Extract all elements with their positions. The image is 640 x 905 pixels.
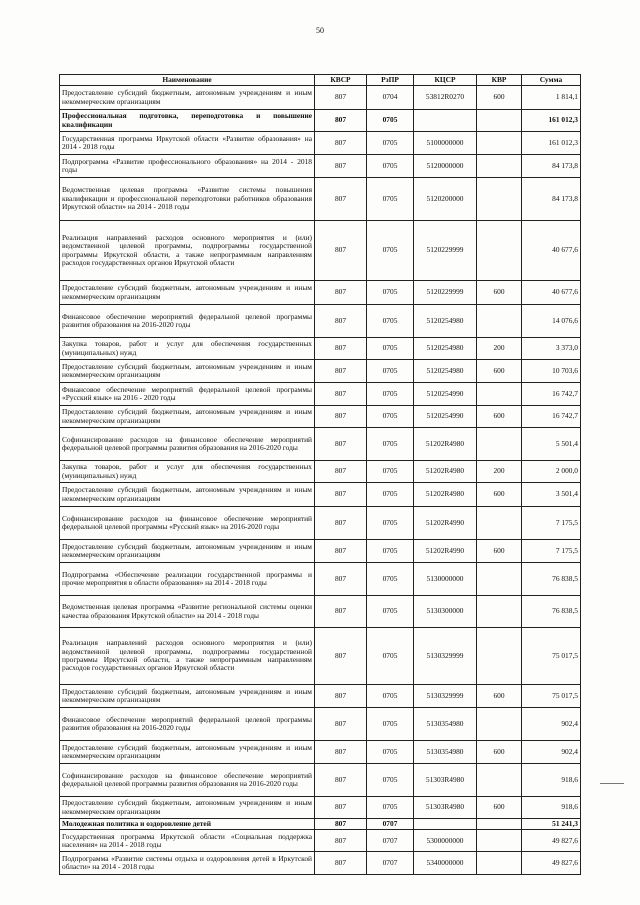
cell-name: Подпрограмма «Развитие системы отдыха и оздоровления детей в Иркутской области» на 2014 - 2018 годы (60, 852, 315, 875)
cell-kvsr: 807 (315, 628, 367, 685)
table-row (60, 86, 581, 110)
cell-kcsr (414, 110, 477, 132)
table-row (60, 830, 581, 852)
cell-sum: 84 173,8 (522, 155, 581, 178)
cell-kcsr: 51202R4980 (414, 483, 477, 507)
cell-kvsr: 807 (315, 708, 367, 741)
cell-kvr: 200 (477, 461, 522, 483)
cell-kvr (477, 708, 522, 741)
cell-sum: 7 175,5 (522, 540, 581, 563)
cell-sum: 161 012,3 (522, 132, 581, 155)
cell-rzpr: 0705 (367, 563, 414, 596)
table-row (60, 596, 581, 628)
cell-kcsr: 5130354980 (414, 708, 477, 741)
cell-rzpr: 0705 (367, 483, 414, 507)
cell-kvr: 600 (477, 406, 522, 428)
cell-kcsr: 51202R4980 (414, 428, 477, 461)
cell-kcsr: 5120000000 (414, 155, 477, 178)
header-rzpr: РзПР (367, 75, 414, 86)
cell-name: Реализация направлений расходов основного мероприятия и (или) ведомственной целевой программы, подпрограммы государственной программы Иркутской области, а также непрограммным направлениям расходов государственных органов Иркутской области (60, 628, 315, 685)
cell-name: Предоставление субсидий бюджетным, автономным учреждениям и иным некоммерческим организациям (60, 741, 315, 764)
cell-kcsr: 5120200000 (414, 178, 477, 221)
cell-name: Закупка товаров, работ и услуг для обеспечения государственных (муниципальных) нужд (60, 338, 315, 360)
cell-name: Ведомственная целевая программа «Развитие системы повышения квалификации и профессиональной переподготовки работников образования Иркутской области» на 2014 - 2018 годы (60, 178, 315, 221)
table-header-row (60, 75, 581, 86)
table-row (60, 461, 581, 483)
cell-kvsr: 807 (315, 685, 367, 708)
cell-sum: 16 742,7 (522, 406, 581, 428)
table-row (60, 305, 581, 338)
cell-kvr (477, 563, 522, 596)
cell-rzpr: 0707 (367, 852, 414, 875)
cell-kvsr: 807 (315, 830, 367, 852)
cell-rzpr: 0705 (367, 406, 414, 428)
cell-sum: 3 373,0 (522, 338, 581, 360)
cell-name: Молодежная политика и оздоровление детей (60, 819, 315, 830)
cell-kvsr: 807 (315, 819, 367, 830)
table-body (60, 86, 581, 875)
cell-kvsr: 807 (315, 406, 367, 428)
cell-kcsr: 51202R4980 (414, 461, 477, 483)
cell-kvsr: 807 (315, 155, 367, 178)
cell-name: Предоставление субсидий бюджетным, автономным учреждениям и иным некоммерческим организациям (60, 406, 315, 428)
cell-rzpr: 0705 (367, 383, 414, 406)
cell-kcsr: 5120254990 (414, 406, 477, 428)
cell-sum: 918,6 (522, 797, 581, 819)
cell-kvr (477, 819, 522, 830)
cell-kvr: 600 (477, 685, 522, 708)
cell-kcsr: 5120254990 (414, 383, 477, 406)
cell-name: Предоставление субсидий бюджетным, автономным учреждениям и иным некоммерческим организациям (60, 685, 315, 708)
cell-kcsr: 5130329999 (414, 628, 477, 685)
cell-kcsr: 5120254980 (414, 305, 477, 338)
cell-sum: 49 827,6 (522, 852, 581, 875)
table-row (60, 797, 581, 819)
cell-kcsr: 5340000000 (414, 852, 477, 875)
table-row (60, 338, 581, 360)
cell-kvr (477, 178, 522, 221)
table-row (60, 383, 581, 406)
cell-sum: 5 501,4 (522, 428, 581, 461)
cell-kvsr: 807 (315, 383, 367, 406)
cell-kcsr: 5130354980 (414, 741, 477, 764)
cell-kcsr: 51202R4990 (414, 540, 477, 563)
cell-kvsr: 807 (315, 852, 367, 875)
cell-kvr: 200 (477, 338, 522, 360)
cell-kcsr (414, 819, 477, 830)
cell-rzpr: 0705 (367, 305, 414, 338)
table-row (60, 685, 581, 708)
cell-sum: 1 814,1 (522, 86, 581, 110)
cell-kvsr: 807 (315, 305, 367, 338)
cell-kvr: 600 (477, 281, 522, 305)
cell-name: Финансовое обеспечение мероприятий федеральной целевой программы развития образования на 2016-2020 годы (60, 305, 315, 338)
table-row (60, 708, 581, 741)
cell-name: Софинансирование расходов на финансовое обеспечение мероприятий федеральной целевой программы развития образования на 2016-2020 годы (60, 428, 315, 461)
cell-rzpr: 0705 (367, 685, 414, 708)
cell-kvsr: 807 (315, 428, 367, 461)
cell-kcsr: 53812R0270 (414, 86, 477, 110)
cell-rzpr: 0705 (367, 428, 414, 461)
cell-sum: 75 017,5 (522, 685, 581, 708)
cell-sum: 76 838,5 (522, 596, 581, 628)
cell-kcsr: 51303R4980 (414, 764, 477, 797)
page-number: 50 (316, 26, 324, 35)
cell-kvsr: 807 (315, 596, 367, 628)
cell-kcsr: 5120229999 (414, 281, 477, 305)
cell-name: Предоставление субсидий бюджетным, автономным учреждениям и иным некоммерческим организациям (60, 360, 315, 383)
cell-kvsr: 807 (315, 86, 367, 110)
cell-kvr: 600 (477, 540, 522, 563)
cell-kvr (477, 764, 522, 797)
table-row (60, 155, 581, 178)
cell-kvsr: 807 (315, 178, 367, 221)
table-row (60, 628, 581, 685)
header-name: Наименование (60, 75, 315, 86)
cell-kvr (477, 383, 522, 406)
cell-sum: 40 677,6 (522, 281, 581, 305)
table-row (60, 178, 581, 221)
cell-kvsr: 807 (315, 507, 367, 540)
cell-kvr: 600 (477, 741, 522, 764)
cell-kvsr: 807 (315, 540, 367, 563)
scan-mark (600, 783, 624, 784)
cell-kcsr: 5130300000 (414, 596, 477, 628)
table-row (60, 406, 581, 428)
cell-name: Предоставление субсидий бюджетным, автономным учреждениям и иным некоммерческим организациям (60, 281, 315, 305)
cell-kcsr: 5120229999 (414, 221, 477, 281)
cell-kvsr: 807 (315, 461, 367, 483)
cell-kvsr: 807 (315, 563, 367, 596)
cell-rzpr: 0705 (367, 540, 414, 563)
cell-sum: 14 076,6 (522, 305, 581, 338)
cell-kvsr: 807 (315, 741, 367, 764)
cell-kvr (477, 428, 522, 461)
cell-kvr (477, 221, 522, 281)
cell-sum: 76 838,5 (522, 563, 581, 596)
cell-kcsr: 5130000000 (414, 563, 477, 596)
cell-kvr (477, 132, 522, 155)
cell-kvsr: 807 (315, 281, 367, 305)
cell-kvr (477, 830, 522, 852)
cell-kvr: 600 (477, 360, 522, 383)
cell-kvr: 600 (477, 483, 522, 507)
cell-kvsr: 807 (315, 483, 367, 507)
cell-rzpr: 0705 (367, 797, 414, 819)
cell-name: Предоставление субсидий бюджетным, автономным учреждениям и иным некоммерческим организациям (60, 540, 315, 563)
cell-sum: 84 173,8 (522, 178, 581, 221)
table-row (60, 281, 581, 305)
cell-kcsr: 51303R4980 (414, 797, 477, 819)
cell-kvr (477, 628, 522, 685)
cell-rzpr: 0705 (367, 155, 414, 178)
table-row (60, 852, 581, 875)
cell-name: Государственная программа Иркутской области «Развитие образования» на 2014 - 2018 годы (60, 132, 315, 155)
cell-name: Предоставление субсидий бюджетным, автономным учреждениям и иным некоммерческим организациям (60, 797, 315, 819)
cell-sum: 40 677,6 (522, 221, 581, 281)
cell-rzpr: 0705 (367, 221, 414, 281)
cell-name: Финансовое обеспечение мероприятий федеральной целевой программы развития образования на 2016-2020 годы (60, 708, 315, 741)
cell-rzpr: 0705 (367, 507, 414, 540)
cell-rzpr: 0705 (367, 708, 414, 741)
header-sum: Сумма (522, 75, 581, 86)
budget-table (59, 74, 581, 875)
cell-rzpr: 0705 (367, 764, 414, 797)
cell-kcsr: 51202R4990 (414, 507, 477, 540)
cell-sum: 918,6 (522, 764, 581, 797)
cell-sum: 902,4 (522, 741, 581, 764)
cell-name: Софинансирование расходов на финансовое обеспечение мероприятий федеральной целевой программы развития образования на 2016-2020 годы (60, 764, 315, 797)
cell-sum: 7 175,5 (522, 507, 581, 540)
header-kvsr: КВСР (315, 75, 367, 86)
cell-kvsr: 807 (315, 221, 367, 281)
cell-kvsr: 807 (315, 132, 367, 155)
cell-rzpr: 0705 (367, 178, 414, 221)
cell-rzpr: 0705 (367, 461, 414, 483)
table-row (60, 221, 581, 281)
cell-sum: 16 742,7 (522, 383, 581, 406)
table-row (60, 360, 581, 383)
cell-sum: 161 012,3 (522, 110, 581, 132)
cell-kvr (477, 507, 522, 540)
cell-sum: 902,4 (522, 708, 581, 741)
cell-sum: 3 501,4 (522, 483, 581, 507)
cell-name: Ведомственная целевая программа «Развитие региональной системы оценки качества образования Иркутской области» на 2014 - 2018 годы (60, 596, 315, 628)
cell-name: Предоставление субсидий бюджетным, автономным учреждениям и иным некоммерческим организациям (60, 86, 315, 110)
table-row (60, 741, 581, 764)
table-row (60, 428, 581, 461)
table-row (60, 540, 581, 563)
cell-kvr (477, 305, 522, 338)
cell-kvr (477, 596, 522, 628)
cell-sum: 51 241,3 (522, 819, 581, 830)
cell-kvr (477, 155, 522, 178)
cell-kvr: 600 (477, 86, 522, 110)
table-row (60, 764, 581, 797)
cell-name: Подпрограмма «Развитие профессионального образования» на 2014 - 2018 годы (60, 155, 315, 178)
cell-rzpr: 0707 (367, 819, 414, 830)
budget-table-container (59, 74, 580, 875)
cell-kvsr: 807 (315, 764, 367, 797)
cell-rzpr: 0705 (367, 596, 414, 628)
cell-rzpr: 0705 (367, 360, 414, 383)
cell-name: Профессиональная подготовка, переподготовка и повышение квалификации (60, 110, 315, 132)
cell-kvsr: 807 (315, 797, 367, 819)
table-row (60, 563, 581, 596)
cell-name: Софинансирование расходов на финансовое обеспечение мероприятий федеральной целевой программы «Русский язык» на 2016-2020 годы (60, 507, 315, 540)
table-row (60, 819, 581, 830)
cell-rzpr: 0705 (367, 338, 414, 360)
table-row (60, 483, 581, 507)
cell-name: Финансовое обеспечение мероприятий федеральной целевой программы «Русский язык» на 2016 - 2020 годы (60, 383, 315, 406)
cell-name: Подпрограмма «Обеспечение реализации государственной программы и прочие мероприятия в области образования» на 2014 - 2018 годы (60, 563, 315, 596)
cell-name: Государственная программа Иркутской области «Социальная поддержка населения» на 2014 - 2018 годы (60, 830, 315, 852)
cell-kcsr: 5120254980 (414, 338, 477, 360)
cell-kcsr: 5130329999 (414, 685, 477, 708)
cell-name: Реализация направлений расходов основного мероприятия и (или) ведомственной целевой программы, подпрограммы государственной программы Иркутской области, а также непрограммным направлениям расходов государственных органов Иркутской области (60, 221, 315, 281)
cell-rzpr: 0705 (367, 628, 414, 685)
cell-kvsr: 807 (315, 338, 367, 360)
cell-rzpr: 0704 (367, 86, 414, 110)
cell-rzpr: 0705 (367, 741, 414, 764)
cell-kcsr: 5300000000 (414, 830, 477, 852)
cell-kvr (477, 852, 522, 875)
header-kvr: КВР (477, 75, 522, 86)
cell-kvsr: 807 (315, 360, 367, 383)
cell-kcsr: 5120254980 (414, 360, 477, 383)
table-row (60, 110, 581, 132)
cell-kvr (477, 110, 522, 132)
cell-rzpr: 0705 (367, 281, 414, 305)
table-row (60, 507, 581, 540)
table-row (60, 132, 581, 155)
cell-name: Закупка товаров, работ и услуг для обеспечения государственных (муниципальных) нужд (60, 461, 315, 483)
cell-rzpr: 0707 (367, 830, 414, 852)
cell-sum: 49 827,6 (522, 830, 581, 852)
cell-rzpr: 0705 (367, 110, 414, 132)
cell-sum: 2 000,0 (522, 461, 581, 483)
cell-kcsr: 5100000000 (414, 132, 477, 155)
cell-sum: 75 017,5 (522, 628, 581, 685)
cell-sum: 10 703,6 (522, 360, 581, 383)
cell-rzpr: 0705 (367, 132, 414, 155)
cell-name: Предоставление субсидий бюджетным, автономным учреждениям и иным некоммерческим организациям (60, 483, 315, 507)
header-kcsr: КЦСР (414, 75, 477, 86)
cell-kvr: 600 (477, 797, 522, 819)
cell-kvsr: 807 (315, 110, 367, 132)
